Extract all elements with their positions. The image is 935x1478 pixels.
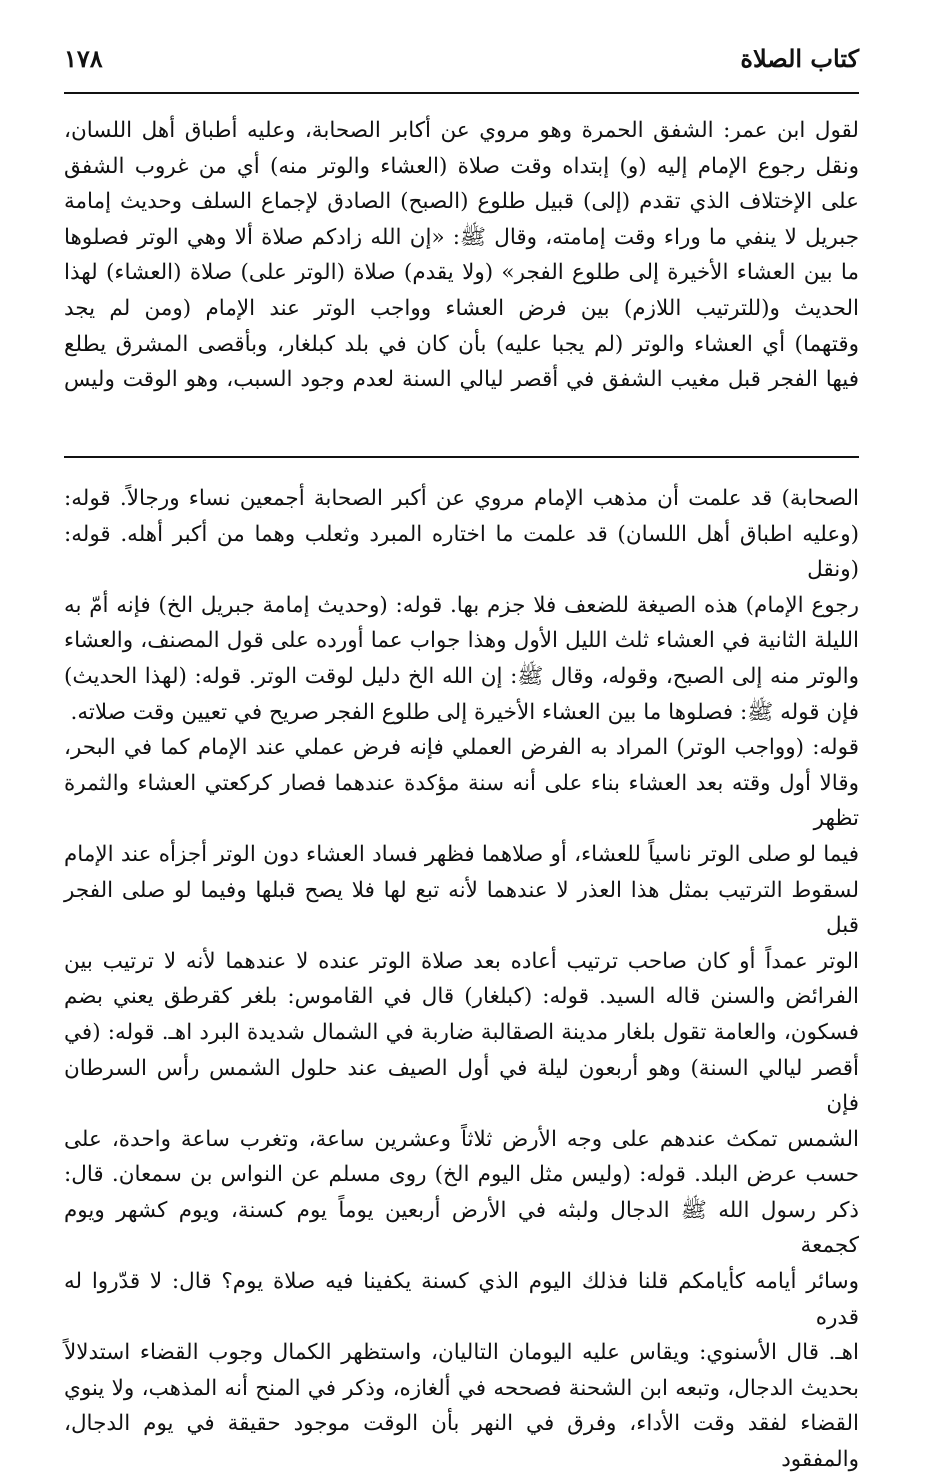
main-text-line: ونقل رجوع الإمام إليه (و) إبتداه وقت صلاة (العشاء والوتر منه) أي من غروب الشفق <box>64 153 859 179</box>
footnote-text <box>64 481 859 1478</box>
footnote-line: الصحابة) قد علمت أن مذهب الإمام مروي عن أكبر الصحابة أجمعين نساء ورجالاً. قوله: <box>64 486 859 511</box>
footnote-line: فإن قوله ﷺ: فصلوها ما بين العشاء الأخيرة إلى طلوع الفجر صريح في تعيين وقت صلاته. <box>70 699 859 725</box>
footnote-line: (وعليه اطباق أهل اللسان) قد علمت ما اختاره المبرد وثعلب وهما من أكبر أهله. قوله: (ونقل <box>64 521 859 583</box>
footnote-line: وقالا أول وقته بعد العشاء بناء على أنه سنة مؤكدة عندهما فصار كركعتي العشاء والثمرة تظهر <box>64 770 859 832</box>
footnote-line: ذكر رسول الله ﷺ الدجال ولبثه في الأرض أربعين يوماً يوم كسنة، ويوم كشهر ويوم كجمعة <box>64 1197 859 1259</box>
header-divider <box>64 92 859 94</box>
footnote-line: حسب عرض البلد. قوله: (وليس مثل اليوم الخ) روى مسلم عن النواس بن سمعان. قال: <box>64 1162 859 1188</box>
footnote-line: رجوع الإمام) هذه الصيغة للضعف فلا جزم بها. قوله: (وحديث إمامة جبريل الخ) فإنه أمّ به <box>64 592 859 618</box>
main-text-line: فيها الفجر قبل مغيب الشفق في أقصر ليالي السنة لعدم وجود السبب، وهو الوقت وليس <box>64 367 859 393</box>
page-header <box>64 38 859 78</box>
book-title: كتاب الصلاة <box>740 43 859 73</box>
main-text <box>64 113 859 398</box>
footnote-line: الوتر عمداً أو كان صاحب ترتيب أعاده بعد صلاة الوتر عنده لا عندهما لأنه لا ترتيب بين <box>64 948 859 974</box>
footnote-line: الليلة الثانية في العشاء ثلث الليل الأول وهذا جواب عما أورده على قول المصنف، والعشاء <box>64 628 859 654</box>
footnote-line: الشمس تمكث عندهم على وجه الأرض ثلاثاً وعشرين ساعة، وتغرب ساعة واحدة، على <box>64 1126 859 1152</box>
main-text-line: ما بين العشاء الأخيرة إلى طلوع الفجر» (ولا يقدم) صلاة (الوتر على) صلاة (العشاء) لهذا <box>64 260 859 286</box>
footnote-line: وسائر أيامه كأيامكم قلنا فذلك اليوم الذي كسنة يكفينا فيه صلاة يوم؟ قال: لا قدّروا له قدره <box>64 1269 859 1330</box>
main-text-line: لقول ابن عمر: الشفق الحمرة وهو مروي عن أكابر الصحابة، وعليه أطباق أهل اللسان، <box>64 118 859 143</box>
footnote-line: اهـ. قال الأسنوي: ويقاس عليه اليومان التاليان، واستظهر الكمال وجوب القضاء استدلالاً <box>64 1340 859 1366</box>
footnote-line: لسقوط الترتيب بمثل هذا العذر لا عندهما لأنه تبع لها فلا يصح قبلها وفيما لو صلى الفجر قبل <box>64 877 859 939</box>
footnote-line: والوتر منه إلى الصبح، وقوله، وقال ﷺ: إن الله الخ دليل لوقت الوتر. قوله: (لهذا الحديث) <box>64 663 859 689</box>
footnote-line: القضاء لفقد وقت الأداء، وفرق في النهر بأن الوقت موجود حقيقة في يوم الدجال، والمفقود <box>64 1411 859 1473</box>
footnote-line: قوله: (وواجب الوتر) المراد به الفرض العملي فإنه فرض عملي عند الإمام كما في البحر، <box>64 735 859 761</box>
footnote-line: فيما لو صلى الوتر ناسياً للعشاء، أو صلاهما فظهر فساد العشاء دون الوتر أجزأه عند الإمام <box>64 841 859 867</box>
page-number: ١٧٨ <box>64 43 103 73</box>
footnote-line: الفرائض والسنن قاله السيد. قوله: (كبلغار) قال في القاموس: بلغر كقرطق يعني بضم <box>64 984 859 1010</box>
main-text-line: وقتهما) أي العشاء والوتر (لم يجبا عليه) بأن كان في بلد كبلغار، وبأقصى المشرق يطلع <box>64 331 859 357</box>
main-text-line: الحديث و(للترتيب اللازم) بين فرض العشاء وواجب الوتر عند الإمام (ومن لم يجد <box>64 295 859 321</box>
main-text-line: على الإختلاف الذي تقدم (إلى) قبيل طلوع (الصبح) الصادق لإجماع السلف وحديث إمامة <box>64 189 859 215</box>
footnote-line: أقصر ليالي السنة) وهو أربعون ليلة في أول الصيف عند حلول الشمس رأس السرطان فإن <box>64 1055 859 1117</box>
footnote-divider <box>64 456 859 458</box>
footnote-line: بحديث الدجال، وتبعه ابن الشحنة فصححه في ألغازه، وذكر في المنح أنه المذهب، ولا ينوي <box>64 1375 859 1401</box>
footnote-line: فسكون، والعامة تقول بلغار مدينة الصقالبة ضاربة في الشمال شديدة البرد اهـ. قوله: (في <box>64 1019 859 1045</box>
main-text-line: جبريل لا ينفي ما وراء وقت إمامته، وقال ﷺ: «إن الله زادكم صلاة ألا وهي الوتر فصلوها <box>64 224 859 250</box>
